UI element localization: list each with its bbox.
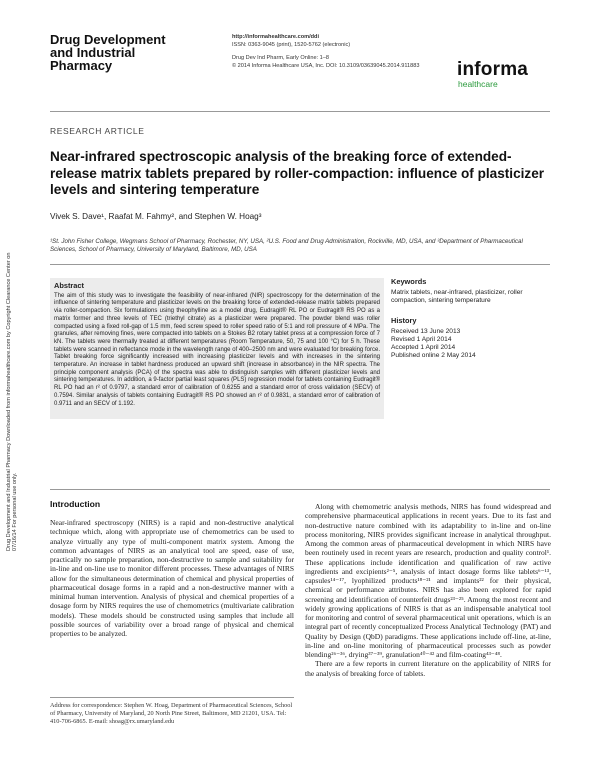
journal-url[interactable]: http://informahealthcare.com/ddi <box>232 34 320 40</box>
journal-issn: ISSN: 0363-9045 (print), 1520-5762 (electronic) <box>232 41 351 48</box>
publisher-logo <box>457 60 567 89</box>
history-heading: History <box>391 316 417 325</box>
journal-title: Drug Development and Industrial Pharmacy <box>50 32 166 73</box>
footnote-rule <box>50 697 294 698</box>
download-side-note: Drug Development and Industrial Pharmacy Downloaded from informahealthcare.com by Copyright Clearance Center on 07/16/14 For personal use only. <box>6 252 19 551</box>
history-item: Revised 1 April 2014 <box>391 336 452 343</box>
abstract-text: The aim of this study was to investigate the feasibility of near-infrared (NIR) spectroscopy for the determination of the influence of sintering temperature and plasticizer levels on the breaking force of extended-release matrix tablets prepared via roller-compaction. Six formulations using theophylline as a model drug, Eudragit® RL PO or Eudragit® RS PO as a matrix former and three levels of TEC (triethyl citrate) as a plasticizer were prepared. The powder blend was roller compacted using a fixed roll-gap of 1.5 mm, feed screw speed to roller speed ratio of 5:1 and roll pressure of 4 MPa. The granules, after removing fines, were compacted into tablets on a Stokes B2 rotary tablet press at a compression force of 7 kN. The tablets were thermally treated at different temperatures (Room Temperature, 50, 75 and 100 °C) for 5 h. These tablets were scanned in reflectance mode in the wavelength range of 400–2500 nm and were evaluated for breaking force. Tablet breaking force significantly increased with increasing plasticizer levels and with increases in the sintering temperature. An increase in tablet hardness produced an upward shift (increase in absorbance) in the NIR spectra. The principle component analysis (PCA) of the spectra was able to distinguish samples with different plasticizer levels and sintering temperatures. In addition, a 9-factor partial least squares (PLS) regression model for tablets containing Eudragit® RL PO had an r² of 0.9797, a standard error of calibration of 0.6255 and a standard error of cross validation (SECV) of 0.7594. Similar analysis of tablets containing Eudragit® RS PO showed an r² of 0.9831, a standard error of calibration of 0.9711 and an SECV of 1.192. <box>54 292 380 407</box>
history-block <box>391 317 551 360</box>
keywords-block <box>391 278 551 305</box>
introduction-right-column <box>305 502 551 678</box>
introduction-paragraph: There are a few reports in current literature on the applicability of NIRS for the analysis of breaking force of tablets. <box>305 659 551 678</box>
publisher-brand: informa <box>457 59 529 80</box>
history-item: Received 13 June 2013 <box>391 328 461 335</box>
keywords-heading: Keywords <box>391 277 427 286</box>
article-info-column <box>391 278 551 372</box>
keywords-text: Matrix tablets, near-infrared, plasticizer, roller compaction, sintering temperature <box>391 289 523 304</box>
publisher-sub: healthcare <box>458 79 498 89</box>
journal-meta <box>232 34 422 71</box>
affiliations: ¹St. John Fisher College, Wegmans School of Pharmacy, Rochester, NY, USA, ²U.S. Food and Drug Administration, Rockville, MD, USA, and ³Department of Pharmaceutical Sciences, School of Pharmacy, University of Maryland, Baltimore, MD, USA <box>50 238 523 254</box>
introduction-paragraph: Along with chemometric analysis methods, NIRS has found widespread and comprehensive pharmaceutical applications in recent years. Due to its fast and non-destructive nature combined with its adaptability to in-line and on-line process monitoring, NIRS provides significant increase in analytical throughput. Among the common areas of pharmaceutical development in which NIRS have been routinely used in recent years are research, production and quality control¹. These applications include identification and qualification of raw active ingredients and excipients²⁻⁵, analysis of intact dosage forms like tablets⁶⁻¹³, capsules¹⁴⁻¹⁷, lyophilized products¹⁸⁻²¹ and implants²² for their physical, chemical or performance attributes. NIRS has also been explored for rapid screening and identification of counterfeit drugs²³⁻²⁵. Among the most recent and widely growing applications of NIRS is that as an indispensable analytical tool for monitoring and control of several pharmaceutical unit operations, which is an integral part of recently conceptualized Process Analytical Technology (PAT) and Quality by Design (QbD) paradigms. These applications include off-line, at-line, in-line and on-line monitoring of pharmaceutical processes such as powder blending²⁶⁻³⁶, drying³⁷⁻³⁹, granulation⁴⁰⁻⁴² and film-coating⁴³⁻⁴⁸. <box>305 502 551 659</box>
abstract-box <box>50 278 384 419</box>
abstract-rule <box>50 489 550 490</box>
header-rule <box>50 111 550 112</box>
article-title: Near-infrared spectroscopic analysis of the breaking force of extended-release matrix tablets prepared by roller-compaction: influence of plasticizer levels and sintering temperature <box>50 149 545 198</box>
introduction-heading: Introduction <box>50 499 101 509</box>
introduction-left-column: Near-infrared spectroscopy (NIRS) is a rapid and non-destructive analytical technique which, along with appropriate use of chemometrics can be used to analyze virtually any type of multi-component matrix system. Among the common advantages of NIRS as an analytical tool are speed, ease of use, practically no sample preparation, non-destructive to sample and suitability for in-line and on-line use to monitor different processes. These advantages of NIRS allow for the simultaneous determination of chemical and physical properties of pharmaceutical dosage forms in a rapid and a non-destructive manner with a minimal human intervention. Analysis of physical and chemical properties of a dosage form by NIRS requires the use of chemometrics (multivariate calibration models). These models should be constructed using samples that include all possible sources of variability over a broad range of physical and chemical properties to be analyzed. <box>50 518 294 638</box>
history-item: Published online 2 May 2014 <box>391 352 476 359</box>
affiliation-rule <box>50 264 550 265</box>
history-item: Accepted 1 April 2014 <box>391 344 456 351</box>
correspondence-address: Address for correspondence: Stephen W. Hoag, Department of Pharmaceutical Sciences, School of Pharmacy, University of Maryland, 20 North Pine Street, Baltimore, MD 21201, USA. Tel: 410-706-6865. E-mail: shoag@rx.umaryland.edu <box>50 702 293 725</box>
author-list: Vivek S. Dave¹, Raafat M. Fahmy², and Stephen W. Hoag³ <box>50 212 262 221</box>
journal-citation: Drug Dev Ind Pharm, Early Online: 1–8 <box>232 55 330 62</box>
article-type: RESEARCH ARTICLE <box>50 126 145 136</box>
abstract-heading: Abstract <box>54 281 84 290</box>
journal-copyright: © 2014 Informa Healthcare USA, Inc. DOI: 10.3109/03639045.2014.911883 <box>232 63 420 70</box>
